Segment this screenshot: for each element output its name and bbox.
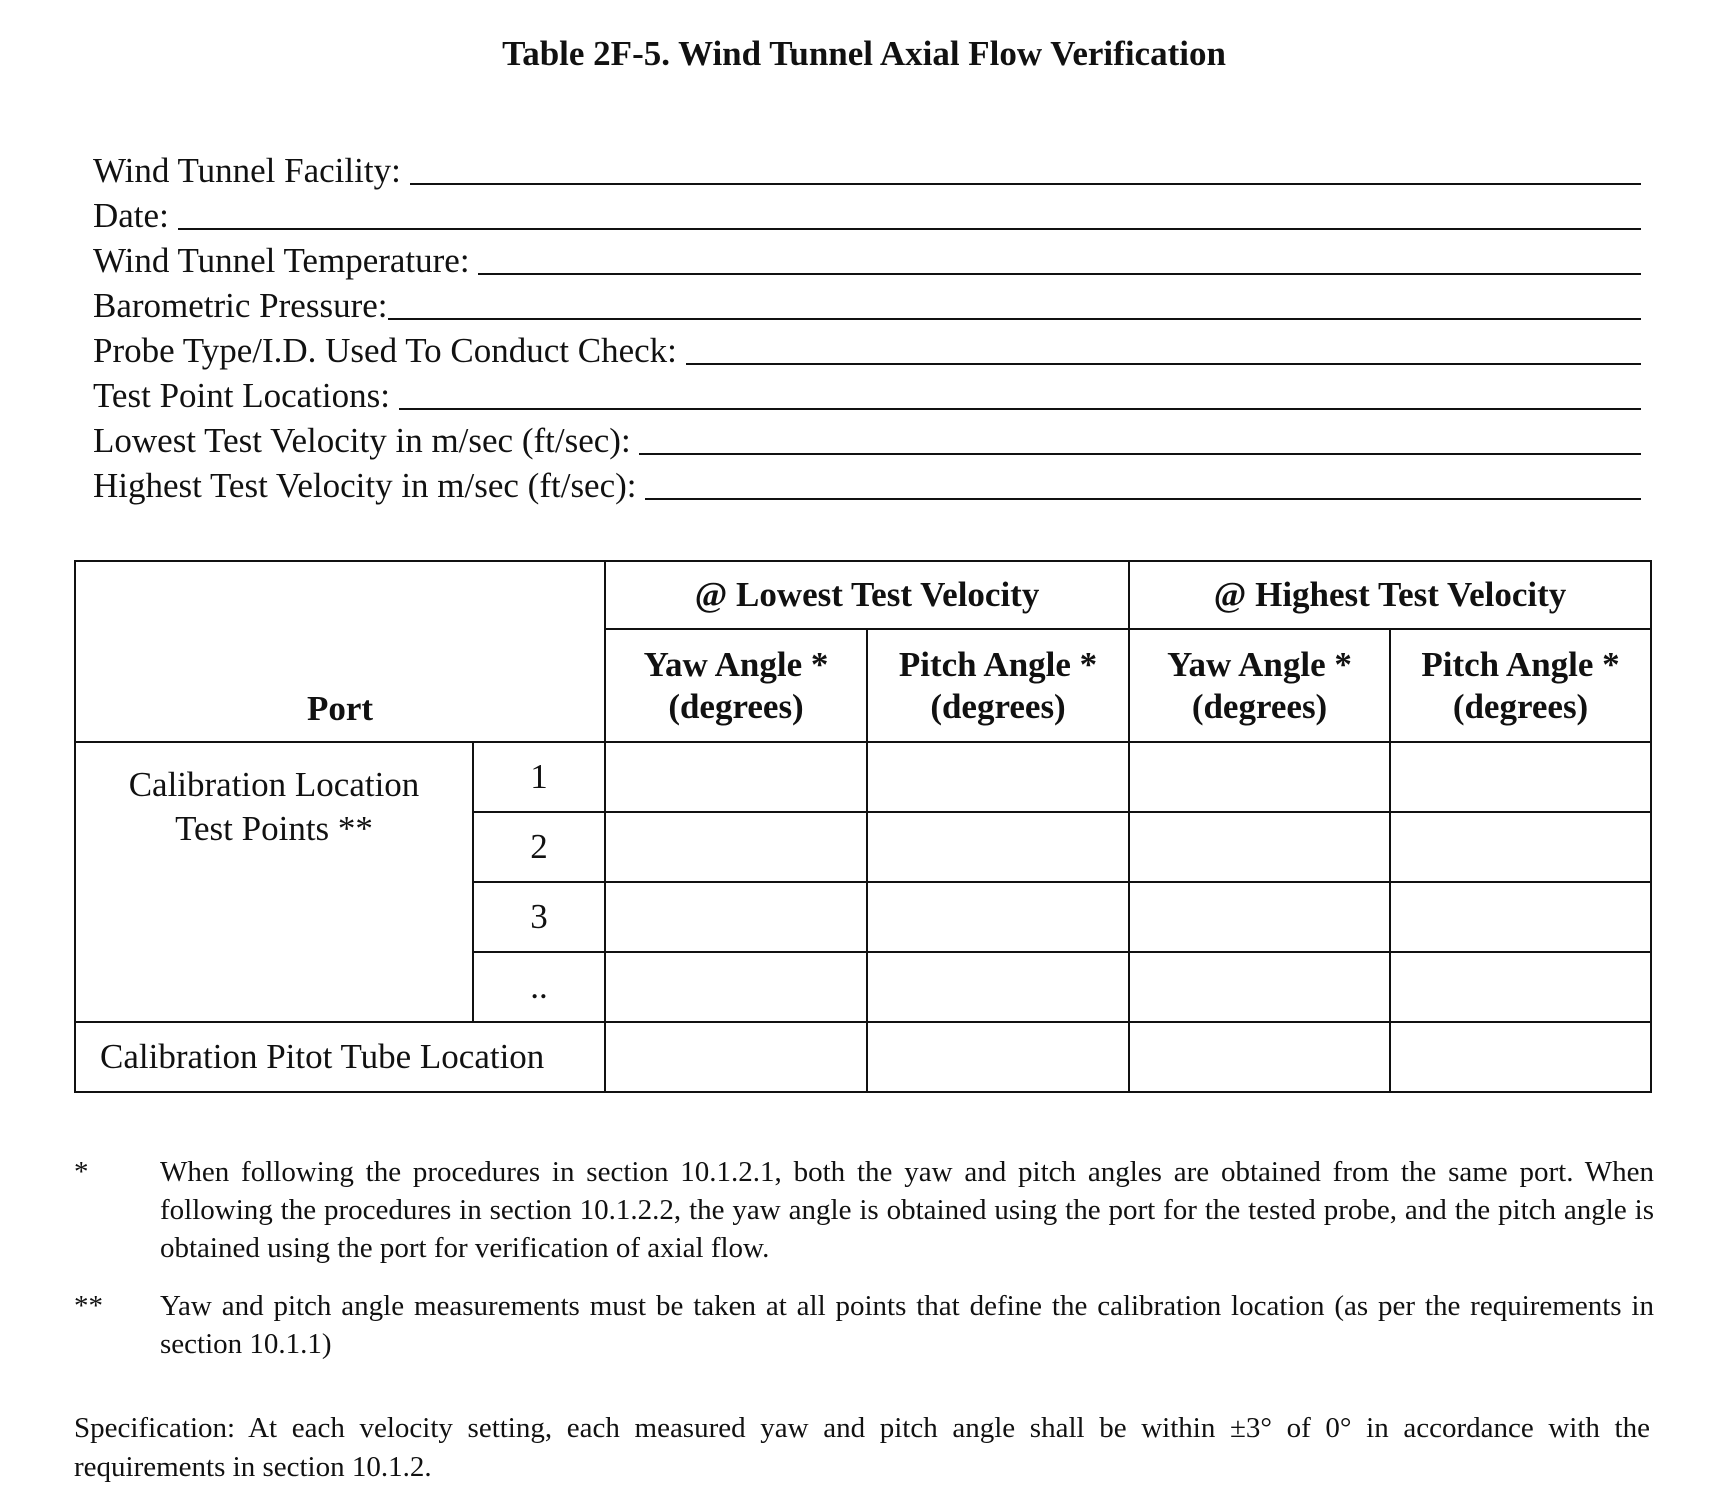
lowest-velocity-header: @ Lowest Test Velocity: [605, 561, 1129, 629]
footnote: [74, 1287, 1654, 1363]
fill-in-line[interactable]: [478, 273, 1641, 275]
pitch-angle-label: Pitch Angle *: [1421, 644, 1620, 684]
field-lowest-test-velocity: [93, 416, 1641, 461]
fill-in-line[interactable]: [399, 408, 1641, 410]
table-row: [75, 742, 1651, 812]
footnote-text: When following the procedures in section 10.1.2.1, both the yaw and pitch angles are obtained from the same port. When following the procedures in section 10.1.2.2, the yaw angle is obtained using the port for the tested probe, and the pitch angle is obtained using the port for verification of axial flow.: [160, 1156, 1654, 1264]
data-cell[interactable]: [605, 882, 867, 952]
data-cell[interactable]: [867, 1022, 1129, 1092]
data-cell[interactable]: [867, 952, 1129, 1022]
header-fields: [93, 146, 1641, 506]
field-label: Barometric Pressure:: [93, 286, 388, 325]
data-cell[interactable]: [1129, 1022, 1390, 1092]
specification-text: Specification: At each velocity setting, each measured yaw and pitch angle shall be within ±3° of 0° in accordance with the requirements in section 10.1.2.: [74, 1412, 1650, 1483]
field-highest-test-velocity: [93, 461, 1641, 506]
verification-table: [74, 560, 1652, 1093]
field-label: Wind Tunnel Facility:: [93, 151, 410, 190]
test-points-label: Test Points **: [175, 809, 373, 848]
footnote-text: Yaw and pitch angle measurements must be taken at all points that define the calibration location (as per the requirements in section 10.1.1): [160, 1290, 1654, 1360]
field-probe-type: [93, 326, 1641, 371]
field-date: [93, 191, 1641, 236]
port-header: Port: [75, 561, 605, 742]
point-number: ..: [473, 952, 605, 1022]
footnote-mark: *: [74, 1156, 89, 1188]
data-cell[interactable]: [1390, 882, 1651, 952]
data-cell[interactable]: [1390, 742, 1651, 812]
point-number: 3: [473, 882, 605, 952]
data-cell[interactable]: [605, 952, 867, 1022]
point-number: 1: [473, 742, 605, 812]
data-cell[interactable]: [1129, 952, 1390, 1022]
fill-in-line[interactable]: [178, 228, 1641, 230]
data-cell[interactable]: [1390, 1022, 1651, 1092]
pitch-angle-label: Pitch Angle *: [898, 644, 1098, 684]
data-cell[interactable]: [867, 882, 1129, 952]
footnote-mark: **: [74, 1290, 103, 1322]
pitch-angle-header-high: [1390, 629, 1651, 742]
field-label: Lowest Test Velocity in m/sec (ft/sec):: [93, 421, 640, 460]
field-test-point-locations: [93, 371, 1641, 416]
pitch-angle-header-low: [867, 629, 1129, 742]
field-label: Probe Type/I.D. Used To Conduct Check:: [93, 331, 686, 370]
degrees-label: (degrees): [1191, 686, 1328, 726]
data-cell[interactable]: [1129, 812, 1390, 882]
yaw-angle-label: Yaw Angle *: [1167, 644, 1352, 684]
calibration-location-label: Calibration Location: [128, 765, 420, 804]
highest-velocity-header: @ Highest Test Velocity: [1129, 561, 1651, 629]
table-row: [75, 1022, 1651, 1092]
field-wind-tunnel-facility: [93, 146, 1641, 191]
field-label: Wind Tunnel Temperature:: [93, 241, 479, 280]
degrees-label: (degrees): [930, 686, 1066, 726]
yaw-angle-header-low: [605, 629, 867, 742]
header-row-1: [75, 561, 1651, 629]
page-title: Table 2F-5. Wind Tunnel Axial Flow Verification: [502, 34, 1226, 73]
data-cell[interactable]: [605, 1022, 867, 1092]
fill-in-line[interactable]: [639, 453, 1641, 455]
field-label: Date:: [93, 196, 178, 235]
yaw-angle-header-high: [1129, 629, 1390, 742]
degrees-label: (degrees): [668, 686, 804, 726]
point-number: 2: [473, 812, 605, 882]
data-cell[interactable]: [1390, 812, 1651, 882]
data-cell[interactable]: [1129, 742, 1390, 812]
field-label: Highest Test Velocity in m/sec (ft/sec):: [93, 466, 646, 505]
fill-in-line[interactable]: [645, 498, 1641, 500]
data-cell[interactable]: [867, 812, 1129, 882]
footnote: [74, 1153, 1654, 1267]
fill-in-line[interactable]: [410, 183, 1641, 185]
field-wind-tunnel-temperature: [93, 236, 1641, 281]
field-barometric-pressure: [93, 281, 1641, 326]
footnotes: [74, 1153, 1654, 1383]
data-cell[interactable]: [605, 812, 867, 882]
field-label: Test Point Locations:: [93, 376, 399, 415]
calibration-location-cell: [75, 742, 473, 1022]
data-cell[interactable]: [1129, 882, 1390, 952]
yaw-angle-label: Yaw Angle *: [643, 644, 829, 684]
data-cell[interactable]: [1390, 952, 1651, 1022]
data-cell[interactable]: [605, 742, 867, 812]
fill-in-line[interactable]: [388, 318, 1642, 320]
fill-in-line[interactable]: [686, 363, 1641, 365]
degrees-label: (degrees): [1452, 686, 1589, 726]
data-cell[interactable]: [867, 742, 1129, 812]
pitot-tube-location-label: Calibration Pitot Tube Location: [75, 1022, 605, 1092]
